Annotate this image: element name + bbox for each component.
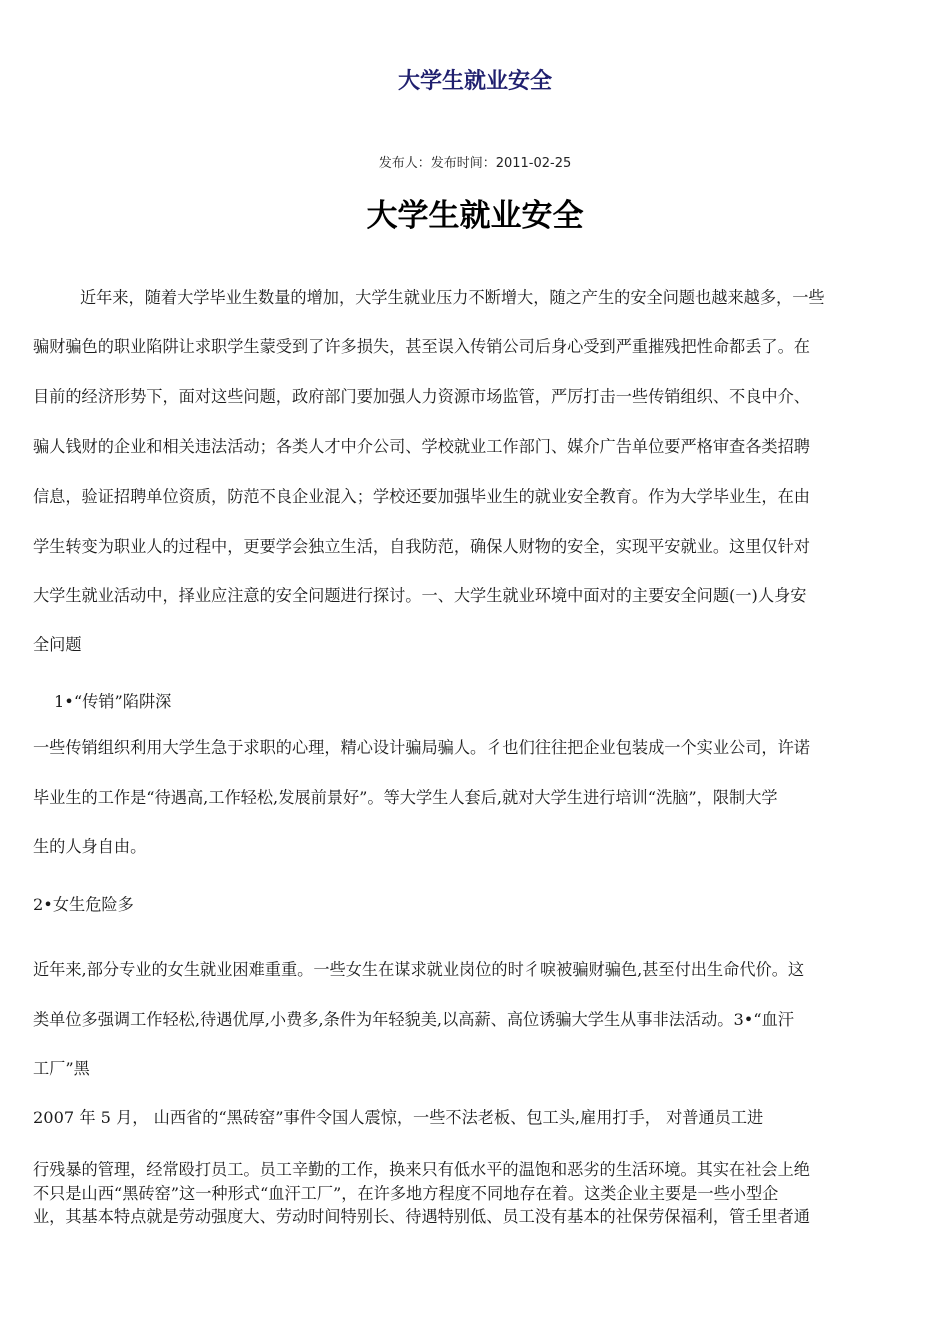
section3-line: 业，其基本特点就是劳动强度大、劳动时间特别长、待遇特别低、员工没有基本的社保劳保福利，管壬里者通	[33, 1207, 810, 1226]
intro-line: 信息，验证招聘单位资质，防范不良企业混入；学校还要加强毕业生的就业安全教育。作为大学毕业生，在由	[33, 487, 810, 506]
intro-line: 全问题	[33, 635, 82, 654]
article-title: 大学生就业安全	[366, 198, 584, 234]
section2-line: 工厂”黑	[33, 1059, 90, 1078]
section3-line: 行残暴的管理，经常殴打员工。员工辛勤的工作，换来只有低水平的温饱和恶劣的生活环境。其实在社会上绝	[33, 1160, 810, 1179]
intro-line: 目前的经济形势下，面对这些问题，政府部门要加强人力资源市场监管，严厉打击一些传销组织、不良中介、	[33, 387, 810, 406]
section1-line: 毕业生的工作是“待遇高,工作轻松,发展前景好”。等大学生人套后,就对大学生进行培训“洗脑”，限制大学	[33, 788, 778, 807]
intro-line: 大学生就业活动中，择业应注意的安全问题进行探讨。一、大学生就业环境中面对的主要安全问题(一)人身安	[33, 586, 807, 605]
section1-line: 一些传销组织利用大学生急于求职的心理，精心设计骗局骗人。彳也们往往把企业包装成一个实业公司，许诺	[33, 738, 810, 757]
section-heading: 1•“传销”陷阱深	[54, 692, 172, 711]
intro-line: 骗财骗色的职业陷阱让求职学生蒙受到了许多损失，甚至误入传销公司后身心受到严重摧残把性命都丢了。在	[33, 337, 810, 356]
site-title: 大学生就业安全	[397, 69, 552, 94]
intro-line: 学生转变为职业人的过程中，更要学会独立生活，自我防范，确保人财物的安全，实现平安就业。这里仅针对	[33, 537, 810, 556]
section1-line: 生的人身自由。	[33, 837, 147, 856]
section2-line: 类单位多强调工作轻松,待遇优厚,小费多,条件为年轻貌美,以高薪、高位诱骗大学生从事非法活动。3•“血汗	[33, 1010, 794, 1029]
publish-meta: 发布人：发布时间：2011-02-25	[378, 156, 572, 171]
intro-line: 近年来，随着大学毕业生数量的增加，大学生就业压力不断增大，随之产生的安全问题也越来越多，一些	[80, 288, 825, 307]
section3-line: 2007 年 5 月， 山西省的“黑砖窑”事件令国人震惊，一些不法老板、包工头,雇用打手， 对普通员工进	[33, 1108, 764, 1127]
section2-line: 近年来,部分专业的女生就业困难重重。一些女生在谋求就业岗位的时彳唳被骗财骗色,甚至付出生命代价。这	[33, 960, 805, 979]
intro-line: 骗人钱财的企业和相关违法活动；各类人才中介公司、学校就业工作部门、媒介广告单位要严格审查各类招聘	[33, 437, 810, 456]
section-heading: 2•女生危险多	[33, 895, 134, 914]
section3-line: 不只是山西“黑砖窑”这一种形式“血汗工厂”，在许多地方程度不同地存在着。这类企业主要是一些小型企	[33, 1184, 779, 1203]
